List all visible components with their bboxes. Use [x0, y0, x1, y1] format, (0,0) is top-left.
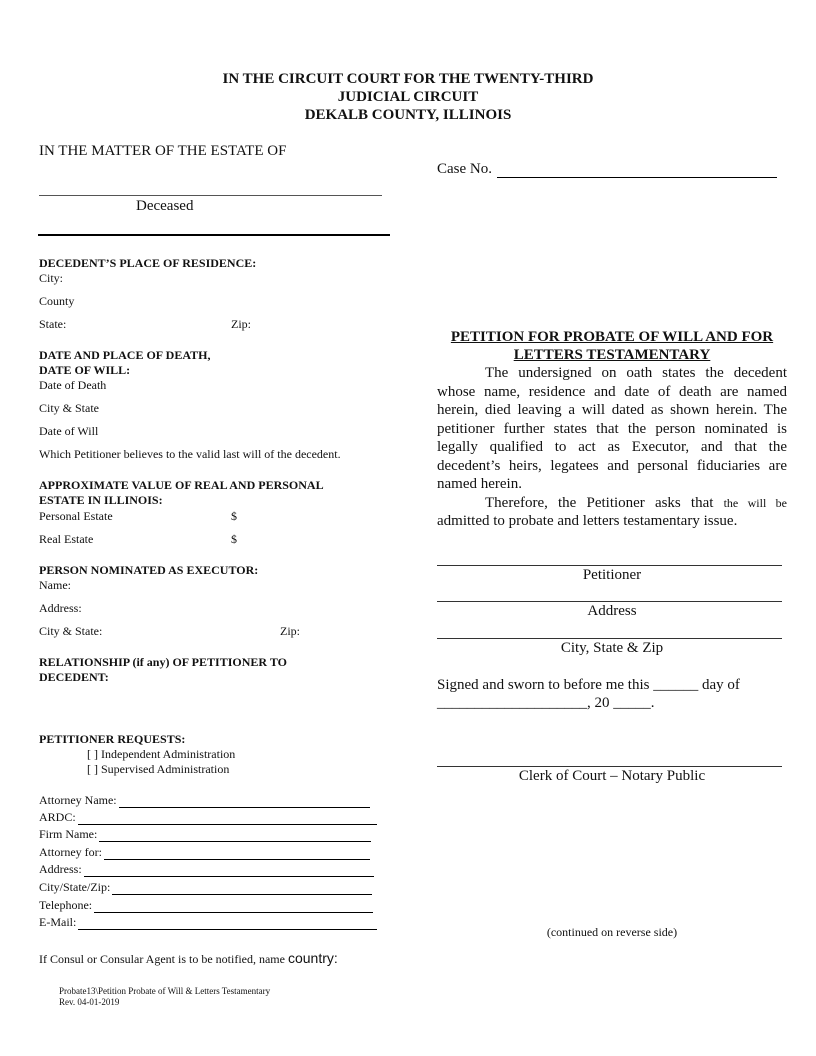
ardc-field[interactable] — [39, 810, 377, 825]
residence-zip-label: Zip: — [231, 317, 251, 331]
residence-county-label: County — [39, 294, 75, 308]
case-number-label: Case No. — [437, 161, 492, 177]
relationship-heading-line2: DECEDENT: — [39, 670, 109, 684]
value-heading-line2: ESTATE IN ILLINOIS: — [39, 493, 163, 507]
death-heading-line2: DATE OF WILL: — [39, 363, 131, 377]
petition-paragraph-2 — [437, 494, 787, 531]
attorney-for-label: Attorney for: — [39, 845, 102, 859]
firm-name-field[interactable] — [39, 827, 371, 842]
petition-paragraph-2-part-a: Therefore, the Petitioner asks that — [485, 494, 714, 511]
death-heading-line1: DATE AND PLACE OF DEATH, — [39, 348, 211, 362]
petition-title-line2: LETTERS TESTAMENTARY — [513, 347, 711, 363]
executor-heading: PERSON NOMINATED AS EXECUTOR: — [39, 563, 259, 577]
court-title-line3: DEKALB COUNTY, ILLINOIS — [304, 107, 512, 123]
email-label: E-Mail: — [39, 915, 77, 929]
ardc-label: ARDC: — [39, 810, 76, 824]
petitioner-city-state-zip-line[interactable] — [437, 638, 782, 639]
attorney-name-line[interactable] — [119, 795, 370, 808]
continued-note: (continued on reverse side) — [546, 925, 678, 939]
case-number-line[interactable] — [497, 163, 777, 178]
relationship-heading-line1: RELATIONSHIP (if any) OF PETITIONER TO — [39, 655, 287, 669]
date-of-death-label: Date of Death — [39, 378, 107, 392]
clerk-signature-line[interactable] — [437, 766, 782, 767]
email-line[interactable] — [78, 917, 377, 930]
attorney-for-field[interactable] — [39, 845, 370, 860]
executor-name-label: Name: — [39, 578, 71, 592]
court-title-line2: JUDICIAL CIRCUIT — [337, 89, 479, 105]
firm-name-line[interactable] — [99, 829, 371, 842]
petitioner-signature-line[interactable] — [437, 565, 782, 566]
petition-paragraph-2-part-b: the will be — [723, 495, 787, 510]
executor-address-label: Address: — [39, 601, 82, 615]
attorney-for-line[interactable] — [104, 847, 370, 860]
attorney-address-label: Address: — [39, 862, 82, 876]
attorney-city-state-zip-line[interactable] — [112, 882, 372, 895]
attorney-name-field[interactable] — [39, 793, 370, 808]
requests-heading: PETITIONER REQUESTS: — [39, 732, 186, 746]
case-number-field[interactable] — [437, 161, 777, 178]
petition-title-line1: PETITION FOR PROBATE OF WILL AND FOR — [450, 329, 774, 345]
residence-city-label: City: — [39, 271, 64, 285]
petitioner-address-line[interactable] — [437, 601, 782, 602]
petitioner-caption: Petitioner — [582, 567, 642, 583]
petition-paragraph-2-part-c: admitted to probate and letters testamentary issue. — [437, 513, 738, 529]
attorney-city-state-zip-field[interactable] — [39, 880, 372, 895]
petition-paragraph-1: The undersigned on oath states the decedent whose name, residence and date of death are named herein, died leaving a will dated as shown herein. The petitioner further states that the person nominated is legally qualified to act as Executor, and that the decedent’s heirs, legatees and personal fiduciaries are named herein. — [437, 365, 787, 492]
telephone-label: Telephone: — [39, 898, 93, 912]
residence-state-label: State: — [39, 317, 67, 331]
decedent-name-line[interactable] — [39, 195, 382, 196]
form-footer-line1: Probate13\Petition Probate of Will & Letters Testamentary — [59, 986, 271, 996]
personal-estate-label: Personal Estate — [39, 509, 113, 523]
city-state-zip-caption: City, State & Zip — [560, 640, 664, 656]
email-field[interactable] — [39, 915, 377, 930]
sworn-statement-line2: ____________________, 20 _____. — [437, 695, 655, 711]
attorney-address-field[interactable] — [39, 862, 374, 877]
attorney-address-line[interactable] — [84, 864, 374, 877]
value-heading-line1: APPROXIMATE VALUE OF REAL AND PERSONAL — [39, 478, 324, 492]
consul-notice-text: If Consul or Consular Agent is to be notified, name — [39, 952, 285, 966]
consul-country-label: country: — [287, 950, 338, 966]
petition-body — [437, 328, 787, 531]
personal-estate-dollar: $ — [231, 509, 237, 523]
independent-administration-checkbox[interactable]: [ ] Independent Administration — [87, 747, 236, 761]
ardc-line[interactable] — [78, 812, 377, 825]
sworn-statement-line1: Signed and sworn to before me this ______ day of — [437, 677, 740, 693]
executor-zip-label: Zip: — [280, 624, 300, 638]
telephone-field[interactable] — [39, 898, 373, 913]
will-belief-statement: Which Petitioner believes to the valid last will of the decedent. — [39, 447, 341, 461]
firm-name-label: Firm Name: — [39, 827, 98, 841]
form-footer-line2: Rev. 04-01-2019 — [59, 997, 120, 1007]
court-title-line1: IN THE CIRCUIT COURT FOR THE TWENTY-THIRD — [222, 71, 594, 87]
death-city-state-label: City & State — [39, 401, 99, 415]
attorney-name-label: Attorney Name: — [39, 793, 117, 807]
caption-divider — [38, 234, 390, 236]
supervised-administration-checkbox[interactable]: [ ] Supervised Administration — [87, 762, 230, 776]
deceased-label: Deceased — [136, 198, 194, 214]
estate-of-label: IN THE MATTER OF THE ESTATE OF — [39, 143, 287, 159]
attorney-city-state-zip-label: City/State/Zip: — [39, 880, 111, 894]
real-estate-dollar: $ — [231, 532, 237, 546]
address-caption: Address — [587, 603, 637, 619]
date-of-will-label: Date of Will — [39, 424, 99, 438]
telephone-line[interactable] — [94, 900, 373, 913]
real-estate-label: Real Estate — [39, 532, 94, 546]
residence-heading: DECEDENT’S PLACE OF RESIDENCE: — [39, 256, 257, 270]
executor-city-state-label: City & State: — [39, 624, 103, 638]
clerk-caption: Clerk of Court – Notary Public — [518, 768, 706, 784]
consul-notice — [39, 950, 338, 967]
